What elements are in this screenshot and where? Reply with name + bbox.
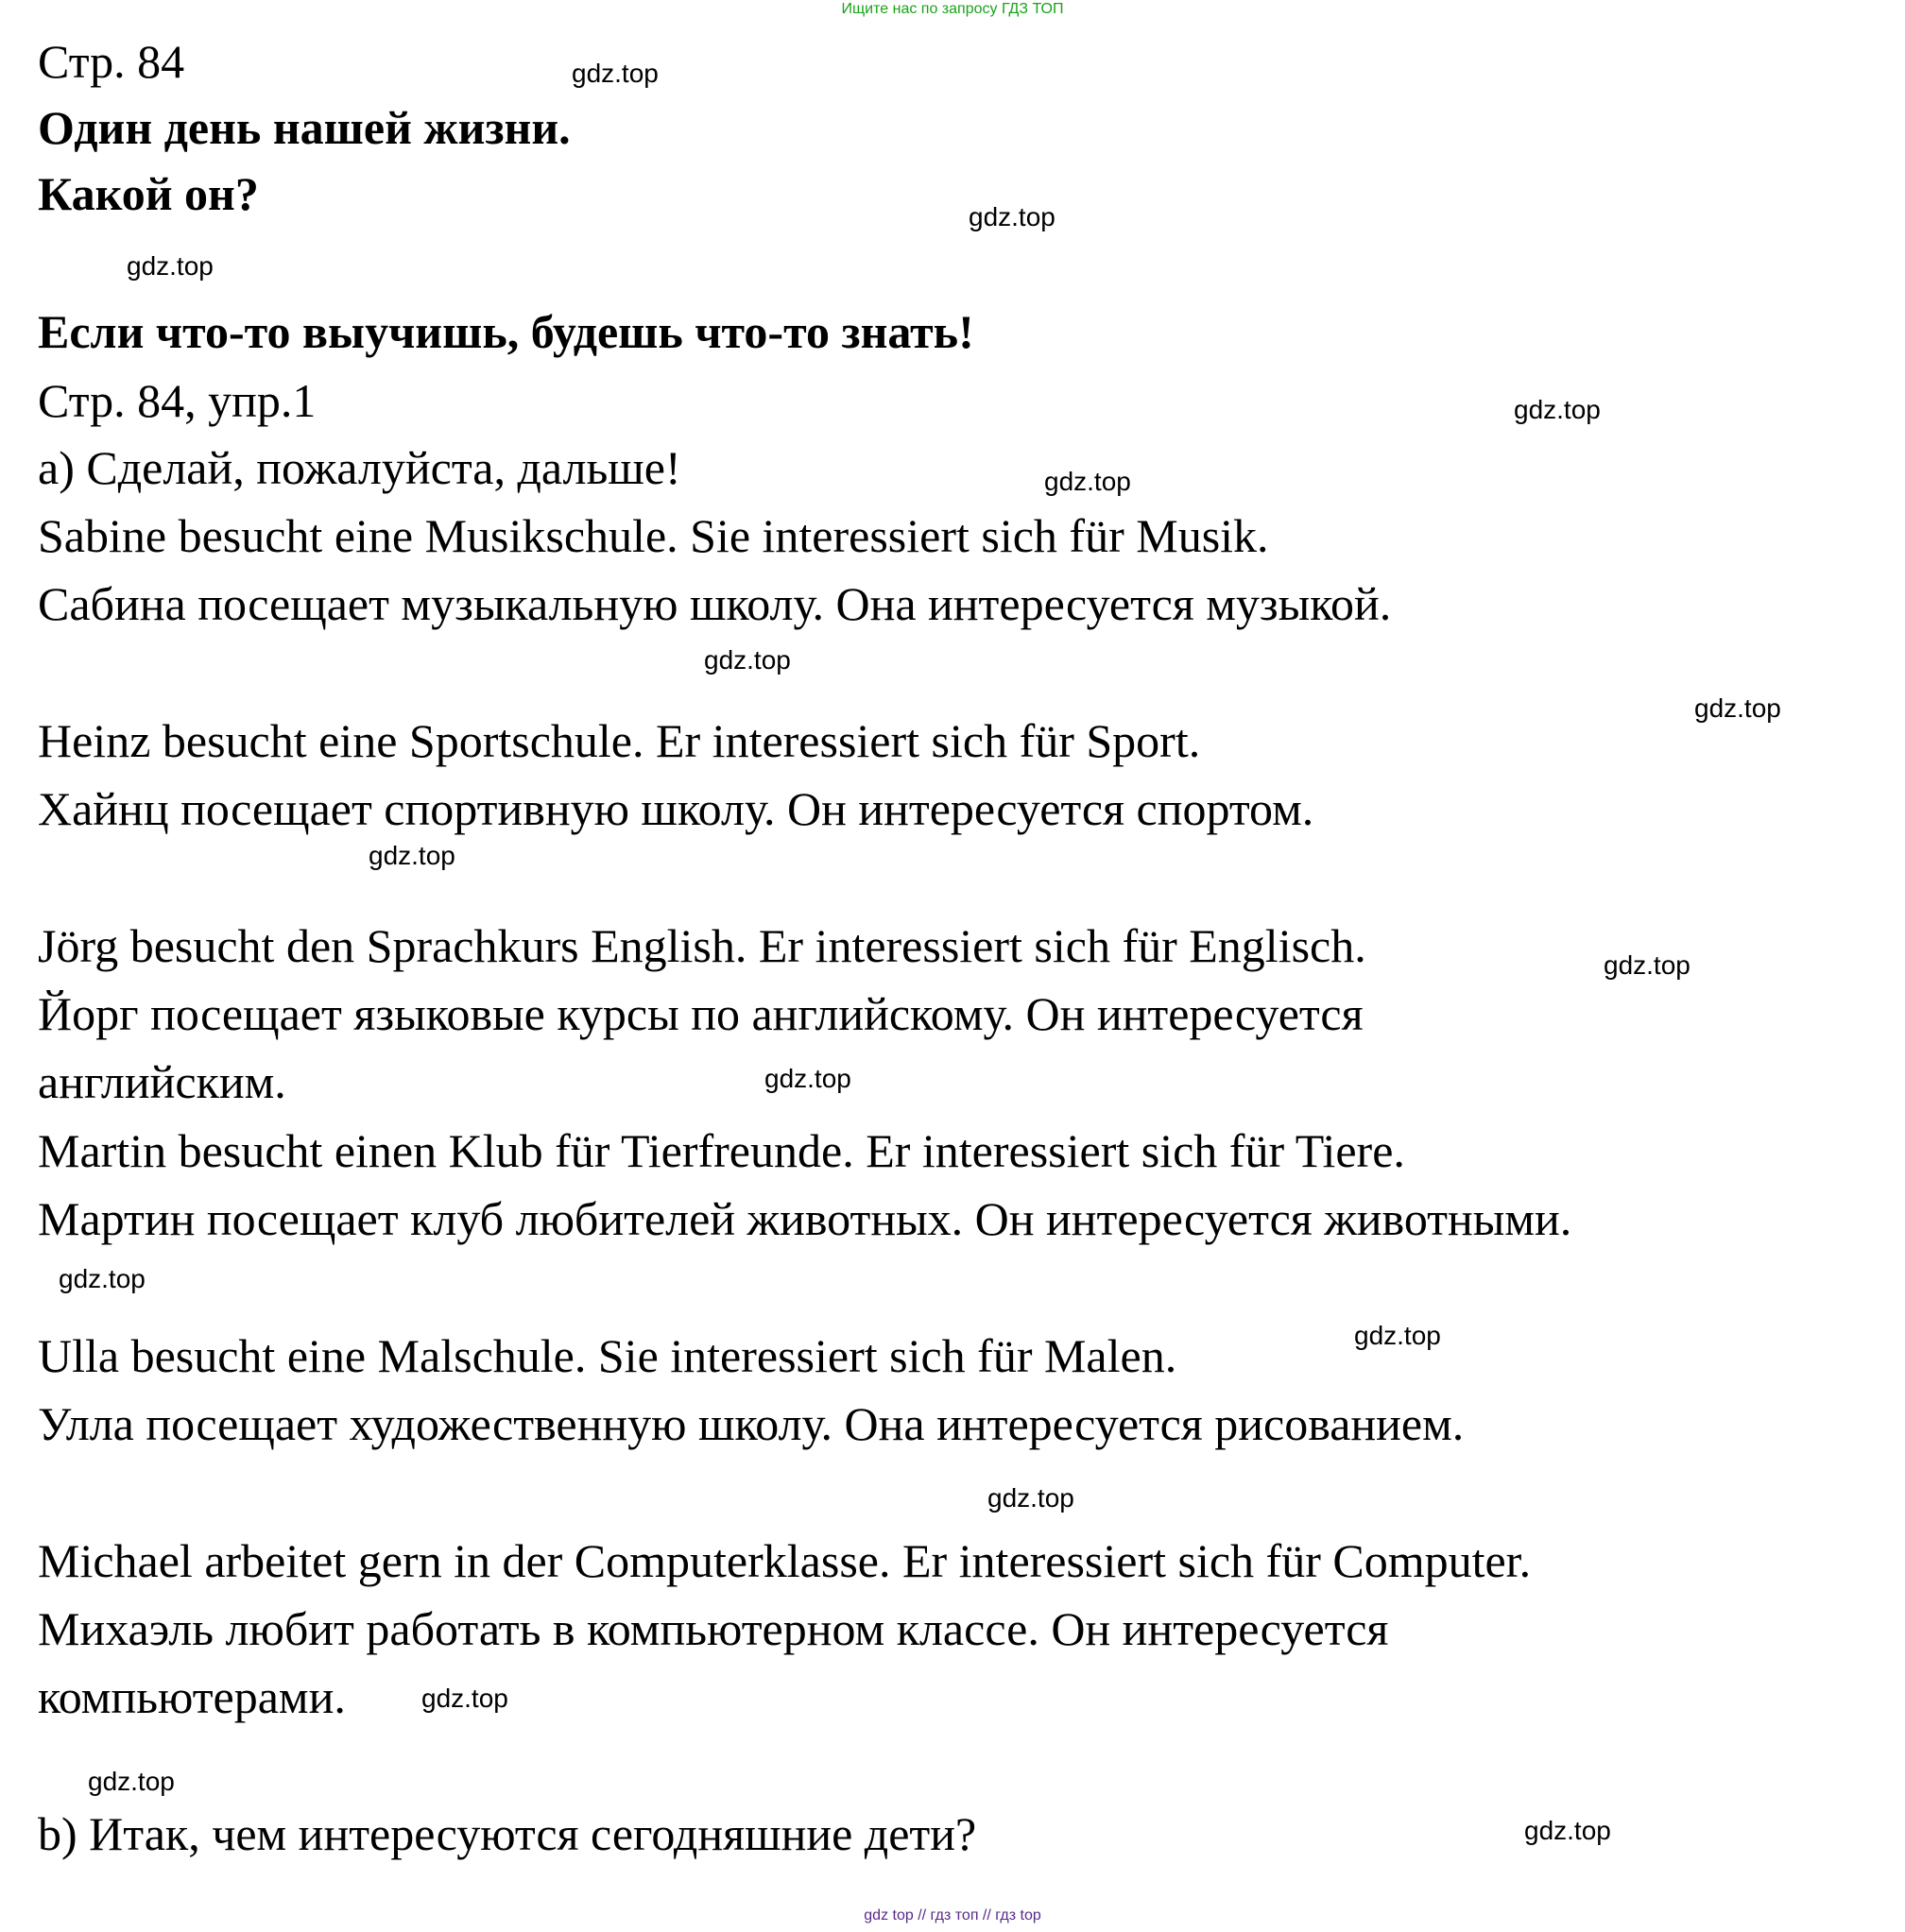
watermark: gdz.top	[987, 1483, 1074, 1513]
part-a-label: а) Сделай, пожалуйста, дальше!	[38, 441, 681, 494]
exercise-reference: Стр. 84, упр.1	[38, 374, 317, 427]
watermark: gdz.top	[1354, 1321, 1441, 1350]
entry-russian-joerg-line2: английским.	[38, 1055, 286, 1108]
entry-german-sabine: Sabine besucht eine Musikschule. Sie interessiert sich für Musik.	[38, 509, 1269, 562]
entry-russian-joerg-line1: Йорг посещает языковые курсы по английскому. Он интересуется	[38, 987, 1364, 1040]
watermark: gdz.top	[1694, 693, 1781, 723]
watermark: gdz.top	[572, 59, 659, 88]
topic-title-line1: Один день нашей жизни.	[38, 101, 571, 154]
section-title: Если что-то выучишь, будешь что-то знать!	[38, 305, 974, 358]
entry-german-heinz: Heinz besucht eine Sportschule. Er interessiert sich für Sport.	[38, 714, 1201, 767]
watermark: gdz.top	[369, 841, 455, 870]
watermark: gdz.top	[1604, 950, 1690, 980]
entry-german-joerg: Jörg besucht den Sprachkurs English. Er interessiert sich für Englisch.	[38, 919, 1366, 972]
watermark: gdz.top	[127, 251, 214, 281]
search-notice: Ищите нас по запросу ГДЗ ТОП	[841, 1, 1064, 17]
watermark: gdz.top	[764, 1064, 851, 1093]
entry-russian-ulla: Улла посещает художественную школу. Она интересуется рисованием.	[38, 1397, 1465, 1450]
watermark: gdz.top	[1514, 395, 1601, 424]
footer-notice: gdz top // гдз топ // гдз top	[864, 1907, 1041, 1923]
entry-russian-heinz: Хайнц посещает спортивную школу. Он интересуется спортом.	[38, 782, 1314, 835]
entry-russian-michael-line1: Михаэль любит работать в компьютерном классе. Он интересуется	[38, 1602, 1389, 1655]
watermark: gdz.top	[1044, 467, 1131, 496]
page-reference: Стр. 84	[38, 35, 185, 88]
entry-russian-sabine: Сабина посещает музыкальную школу. Она интересуется музыкой.	[38, 577, 1392, 630]
entry-german-martin: Martin besucht einen Klub für Tierfreunde. Er interessiert sich für Tiere.	[38, 1124, 1405, 1177]
watermark: gdz.top	[88, 1767, 175, 1796]
entry-russian-michael-line2: компьютерами.	[38, 1670, 346, 1723]
entry-german-michael: Michael arbeitet gern in der Computerklasse. Er interessiert sich für Computer.	[38, 1534, 1532, 1587]
watermark: gdz.top	[59, 1264, 146, 1293]
watermark: gdz.top	[969, 202, 1055, 231]
watermark: gdz.top	[421, 1684, 508, 1713]
watermark: gdz.top	[704, 645, 791, 675]
entry-russian-martin: Мартин посещает клуб любителей животных. Он интересуется животными.	[38, 1192, 1572, 1245]
part-b-label: b) Итак, чем интересуются сегодняшние дети?	[38, 1807, 977, 1860]
topic-title-line2: Какой он?	[38, 167, 259, 220]
watermark: gdz.top	[1524, 1816, 1611, 1845]
entry-german-ulla: Ulla besucht eine Malschule. Sie interessiert sich für Malen.	[38, 1329, 1177, 1382]
